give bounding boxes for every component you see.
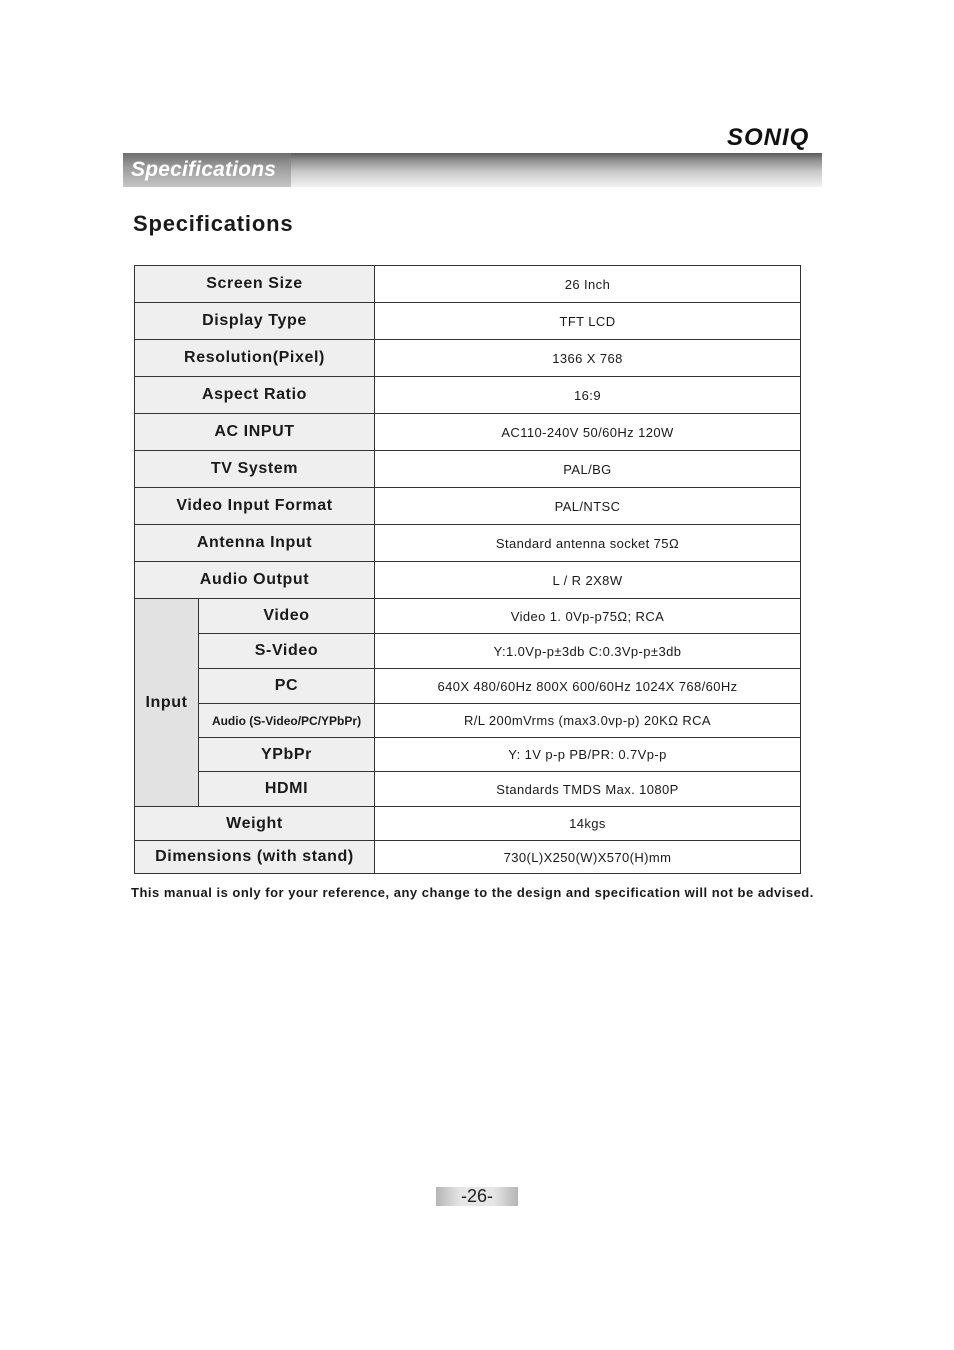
spec-value: 14kgs bbox=[375, 807, 801, 841]
spec-value: 1366 X 768 bbox=[375, 340, 801, 377]
spec-label: AC INPUT bbox=[135, 414, 375, 451]
section-header-tab bbox=[123, 153, 291, 187]
spec-value: R/L 200mVrms (max3.0vp-p) 20KΩ RCA bbox=[375, 704, 801, 738]
spec-value: 730(L)X250(W)X570(H)mm bbox=[375, 841, 801, 874]
table-row bbox=[135, 738, 801, 772]
spec-label: Weight bbox=[135, 807, 375, 841]
spec-value: PAL/BG bbox=[375, 451, 801, 488]
spec-value: Standard antenna socket 75Ω bbox=[375, 525, 801, 562]
spec-label: Aspect Ratio bbox=[135, 377, 375, 414]
disclaimer-note: This manual is only for your reference, any change to the design and specification will not be advised. bbox=[131, 885, 814, 900]
table-row bbox=[135, 807, 801, 841]
table-row bbox=[135, 340, 801, 377]
table-row bbox=[135, 562, 801, 599]
table-row bbox=[135, 266, 801, 303]
spec-value: L / R 2X8W bbox=[375, 562, 801, 599]
spec-value: Video 1. 0Vp-p75Ω; RCA bbox=[375, 599, 801, 634]
spec-label: Dimensions (with stand) bbox=[135, 841, 375, 874]
table-row bbox=[135, 634, 801, 669]
spec-sublabel: YPbPr bbox=[199, 738, 375, 772]
table-row bbox=[135, 377, 801, 414]
page-number: -26- bbox=[436, 1187, 518, 1206]
spec-value: Y: 1V p-p PB/PR: 0.7Vp-p bbox=[375, 738, 801, 772]
spec-label: Antenna Input bbox=[135, 525, 375, 562]
input-group-label: Input bbox=[135, 599, 199, 807]
spec-label: Resolution(Pixel) bbox=[135, 340, 375, 377]
table-row bbox=[135, 414, 801, 451]
table-row bbox=[135, 841, 801, 874]
spec-label: Screen Size bbox=[135, 266, 375, 303]
spec-label: TV System bbox=[135, 451, 375, 488]
spec-value: Y:1.0Vp-p±3db C:0.3Vp-p±3db bbox=[375, 634, 801, 669]
spec-table bbox=[134, 265, 801, 874]
spec-value: 16:9 bbox=[375, 377, 801, 414]
soniq-logo bbox=[727, 122, 819, 152]
spec-label: Display Type bbox=[135, 303, 375, 340]
spec-value: AC110-240V 50/60Hz 120W bbox=[375, 414, 801, 451]
table-row bbox=[135, 669, 801, 704]
table-row bbox=[135, 772, 801, 807]
spec-sublabel: HDMI bbox=[199, 772, 375, 807]
table-row bbox=[135, 599, 801, 634]
spec-sublabel: Audio (S-Video/PC/YPbPr) bbox=[199, 704, 375, 738]
spec-label: Audio Output bbox=[135, 562, 375, 599]
table-row bbox=[135, 704, 801, 738]
table-row bbox=[135, 525, 801, 562]
spec-sublabel: PC bbox=[199, 669, 375, 704]
logo-text: SONIQ bbox=[727, 124, 810, 151]
spec-value: 640X 480/60Hz 800X 600/60Hz 1024X 768/60Hz bbox=[375, 669, 801, 704]
spec-sublabel: Video bbox=[199, 599, 375, 634]
spec-value: 26 Inch bbox=[375, 266, 801, 303]
table-row bbox=[135, 303, 801, 340]
page-title: Specifications bbox=[133, 211, 294, 236]
spec-sublabel: S-Video bbox=[199, 634, 375, 669]
section-header-label: Specifications bbox=[131, 158, 277, 181]
brand-logo bbox=[727, 122, 819, 152]
table-row bbox=[135, 451, 801, 488]
spec-value: Standards TMDS Max. 1080P bbox=[375, 772, 801, 807]
table-row bbox=[135, 488, 801, 525]
spec-value: TFT LCD bbox=[375, 303, 801, 340]
spec-label: Video Input Format bbox=[135, 488, 375, 525]
spec-value: PAL/NTSC bbox=[375, 488, 801, 525]
